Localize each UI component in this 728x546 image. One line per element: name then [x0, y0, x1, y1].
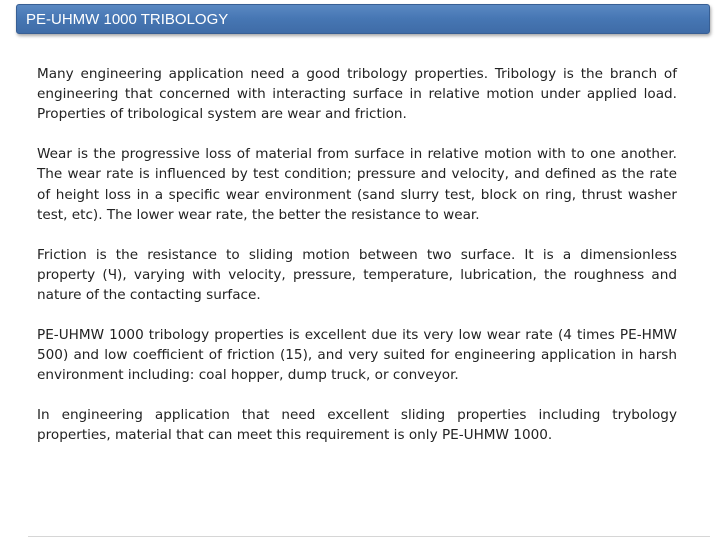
slide-body: [37, 64, 677, 445]
paragraph-tribology-intro: Many engineering application need a good tribology properties. Tribology is the branch of engineering that concerned with interacting surface in relative motion under applied load. Properties of tribological system are wear and friction.: [37, 66, 677, 123]
slide-title: PE-UHMW 1000 TRIBOLOGY: [26, 11, 229, 28]
paragraph-friction: Friction is the resistance to sliding motion between two surface. It is a dimensionless property (Ч), varying with velocity, pressure, temperature, lubrication, the roughness and nature of the contacting surface.: [37, 246, 677, 304]
bottom-divider: [28, 536, 710, 537]
paragraph-wear: Wear is the progressive loss of material from surface in relative motion with to one another. The wear rate is influenced by test condition; pressure and velocity, and defined as the rate of height loss in a specific wear environment (sand slurry test, block on ring, thrust washer test, etc). The lower wear rate, the better the resistance to wear.: [37, 146, 677, 223]
paragraph-conclusion: In engineering application that need excellent sliding properties including trybology properties, material that can meet this requirement is only PE-UHMW 1000.: [37, 407, 677, 444]
paragraph-uhmw-properties: PE-UHMW 1000 tribology properties is excellent due its very low wear rate (4 times PE-HMW 500) and low coefficient of friction (15), and very suited for engineering application in harsh environment including: coal hopper, dump truck, or conveyor.: [37, 326, 677, 384]
slide-title-bar: [16, 4, 710, 34]
